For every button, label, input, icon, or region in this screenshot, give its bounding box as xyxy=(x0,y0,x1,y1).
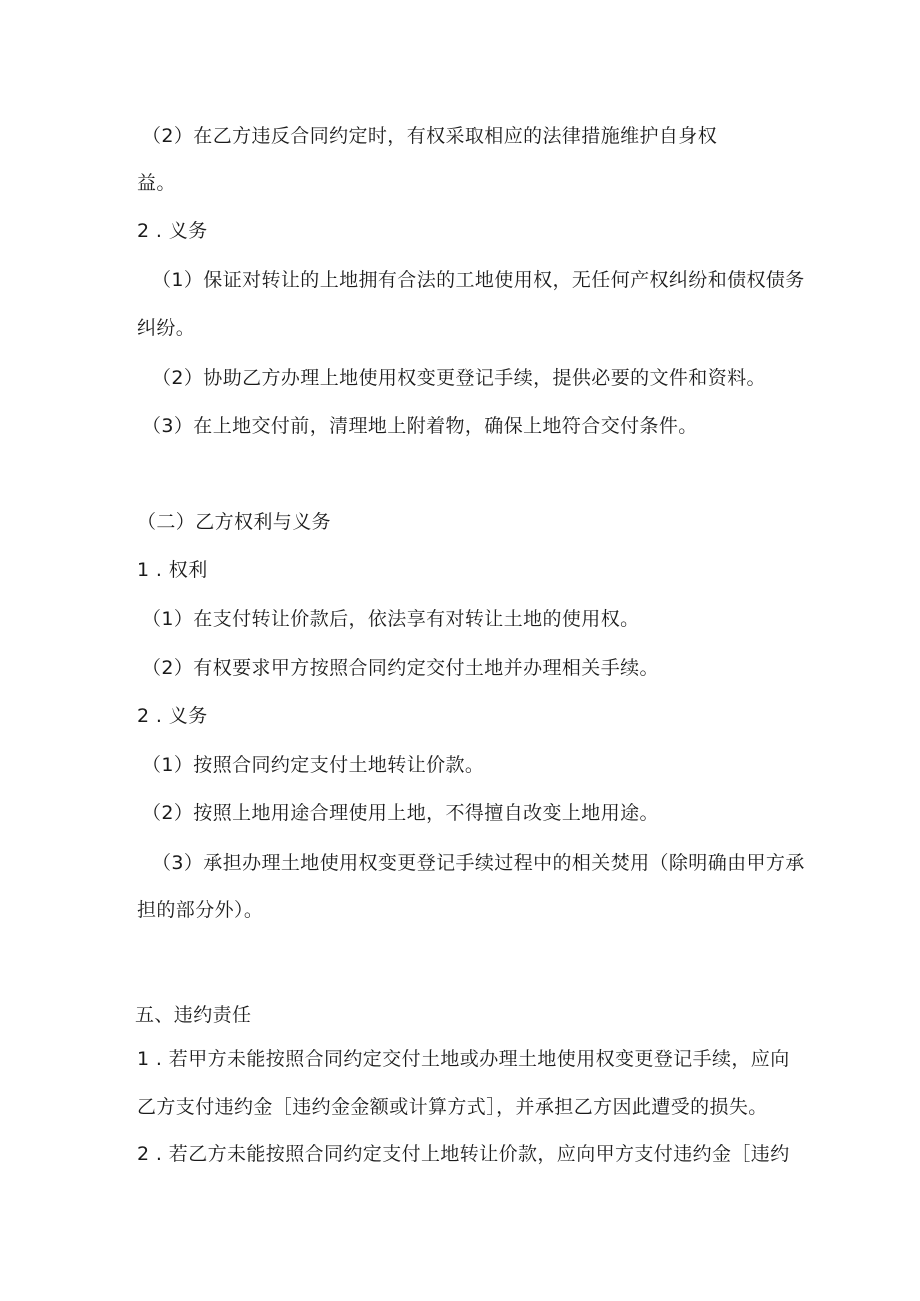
text-line-party-a-right-2: （2）在乙方违反合同约定时，有权采取相应的法律措施维护自身权 xyxy=(142,125,718,147)
text-line-party-b-right-1: （1）在支付转让价款后，依法享有对转让土地的使用权。 xyxy=(142,608,640,630)
heading-obligations-a: 2 . 义务 xyxy=(137,220,208,242)
text-line-party-a-duty-3: （3）在上地交付前，清理地上附着物，确保上地符合交付条件。 xyxy=(142,415,698,437)
text-line-party-b-duty-3: （3）承担办理土地使用权变更登记手续过程中的相关焚用（除明确由甲方承 xyxy=(152,852,805,874)
text-line-liability-2: 2 . 若乙方未能按照合同约定支付上地转让价款，应向甲方支付违约金［违约 xyxy=(137,1143,790,1165)
text-line-party-a-duty-1-cont: 纠纷。 xyxy=(137,317,196,339)
text-line-liability-1: 1 . 若甲方未能按照合同约定交付土地或办理土地使用权变更登记手续，应向 xyxy=(137,1048,790,1070)
text-line-party-b-duty-3-cont: 担的部分外）。 xyxy=(137,899,264,921)
heading-rights-b: 1 . 权利 xyxy=(137,559,208,581)
section-heading-liability: 五、违约责任 xyxy=(135,1004,252,1026)
text-line-party-b-duty-2: （2）按照上地用途合理使用上地，不得擅自改变上地用途。 xyxy=(142,802,659,824)
text-line-liability-1-cont: 乙方支付违约金［违约金金额或计算方式］，并承担乙方因此遭受的损失。 xyxy=(137,1096,768,1118)
text-line-party-a-right-2-cont: 益。 xyxy=(137,172,176,194)
section-heading-party-b: （二）乙方权利与义务 xyxy=(137,511,332,533)
text-line-party-b-duty-1: （1）按照合同约定支付土地转让价款。 xyxy=(142,754,485,776)
text-line-party-a-duty-2: （2）协助乙方办理上地使用权变更登记手续，提供必要的文件和资料。 xyxy=(152,367,766,389)
heading-obligations-b: 2 . 义务 xyxy=(137,705,208,727)
text-line-party-a-duty-1: （1）保证对转让的上地拥有合法的工地使用权，无任何产权纠纷和债权债务 xyxy=(152,269,805,291)
text-line-party-b-right-2: （2）有权要求甲方按照合同约定交付土地并办理相关手续。 xyxy=(142,657,659,679)
